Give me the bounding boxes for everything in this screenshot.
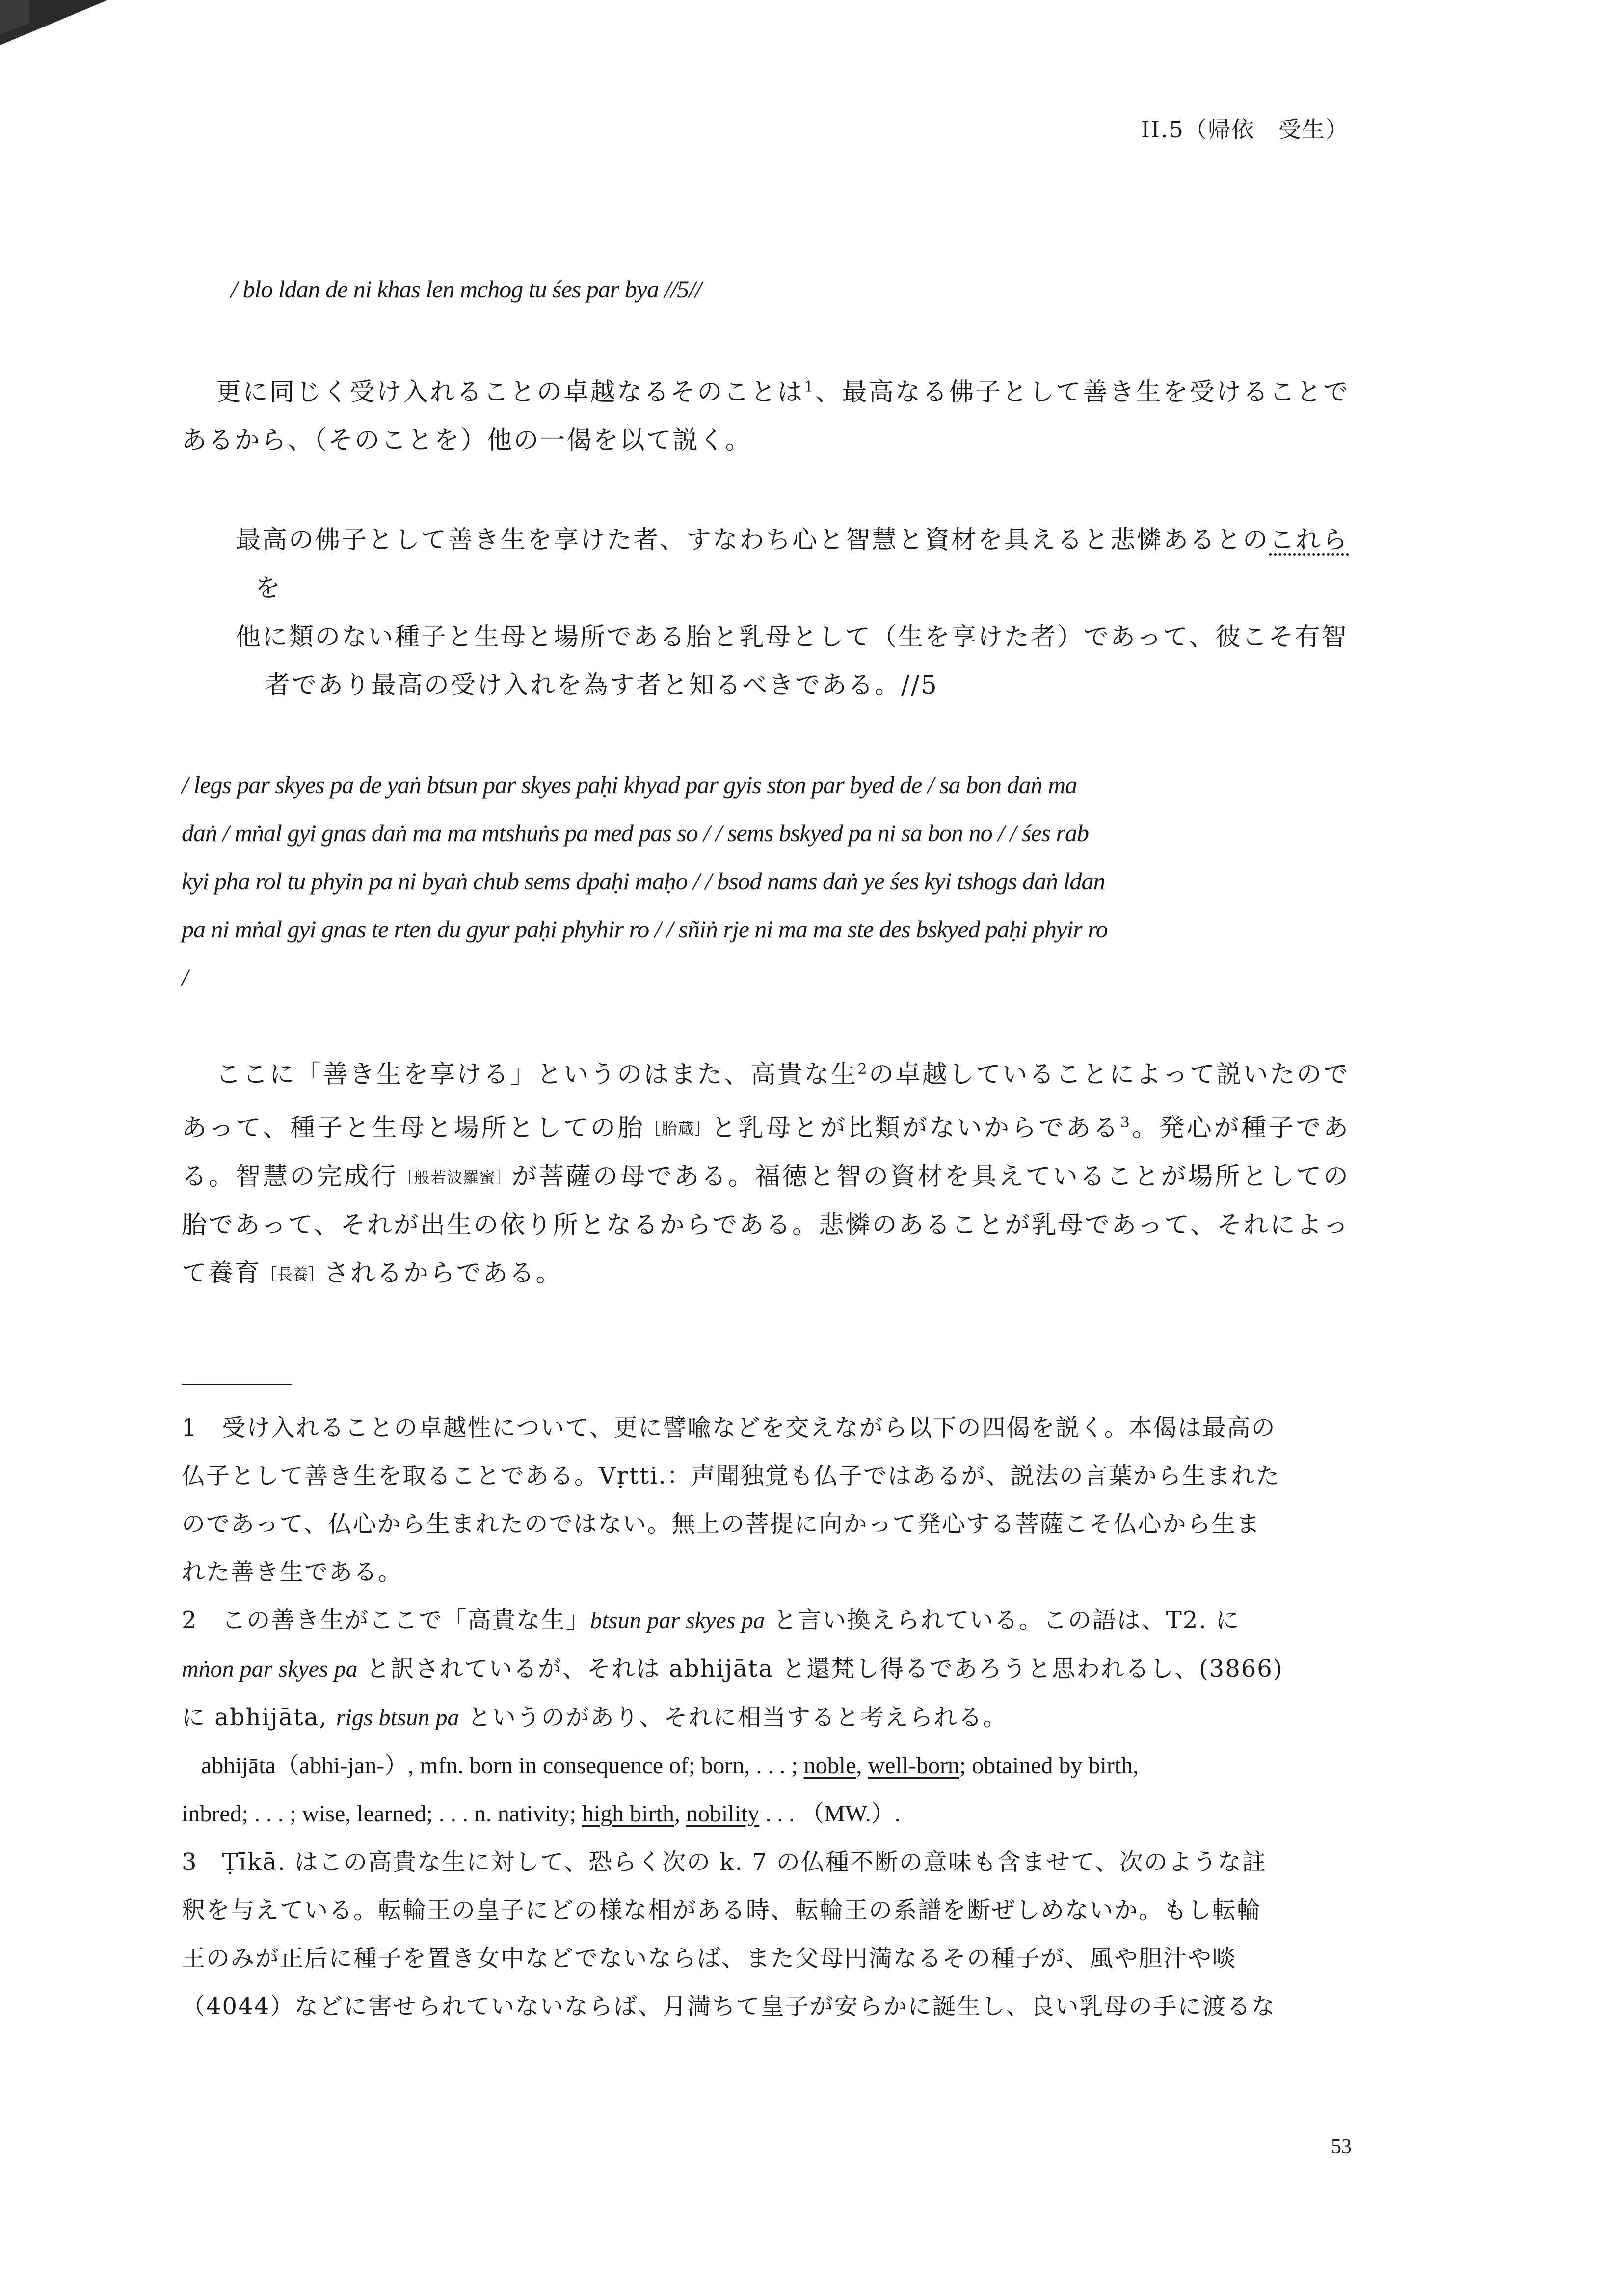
footnote-3-line2: 釈を与えている。転輪王の皇子にどの様な相がある時、転輪王の系譜を断ぜしめないか。もし転輪: [182, 1896, 1262, 1924]
verse-line1-continuation: を: [255, 574, 282, 603]
commentary-l3b: が菩薩の母である。福徳と智の資材を具えていることが場所としての胎で: [182, 1162, 1350, 1240]
commentary-l4: あって、それが出生の依り所となるからである。悲憐のあることが乳母であって、それによって養: [182, 1211, 1350, 1288]
footnote-3-line1: 3 Ṭīkā. はこの高貴な生に対して、恐らく次の k. 7 の仏種不断の意味も含ませて、次のような註: [182, 1848, 1267, 1876]
intro-line2: るから、（そのことを）他の一偈を以て説く。: [208, 426, 752, 455]
mw2-b: . . . （MW.）.: [759, 1801, 901, 1827]
commentary-l3a: 智慧の完成行: [236, 1162, 398, 1191]
footnotes: [182, 1404, 1350, 2030]
footnote-separator: [182, 1384, 292, 1385]
mw2-mid: ,: [674, 1801, 686, 1827]
commentary-l2a: って、種子と生母と場所としての胎: [209, 1114, 645, 1143]
footnote-2-line1: [182, 1596, 1350, 1645]
commentary-paragraph: [182, 1045, 1350, 1298]
commentary-l5a: 育: [235, 1259, 262, 1288]
fn2-tib-term2: mṅon par skyes pa: [182, 1656, 358, 1682]
intro-line1: 更に同じく受け入れることの卓越なるそのことは: [216, 378, 804, 407]
intro-line1b: 、最高なる佛子として善き生を受けることであ: [182, 378, 1350, 455]
verse-line2: 他に類のない種子と生母と場所である胎と乳母として（生を享けた者）であって、彼こそ有智: [236, 623, 1348, 652]
running-header: II.5（帰依 受生）: [1141, 116, 1349, 143]
tibetan-line3: kyi pha rol tu phyin pa ni byaṅ chub sems dpaḥi maḥo / / bsod nams daṅ ye śes kyi tshogs daṅ ldan: [182, 867, 1105, 895]
mw1-a: abhijāta（abhi-jan-）, mfn. born in consequence of; born, . . . ;: [201, 1753, 804, 1779]
gloss-choyo: ［長養］: [261, 1265, 324, 1283]
footnote-ref-2[interactable]: 2: [857, 1061, 869, 1078]
footnote-1-line3: のであって、仏心から生まれたのではない。無上の菩提に向かって発心する菩薩こそ仏心から生ま: [182, 1510, 1261, 1538]
tibetan-line2: daṅ / mṅal gyi gnas daṅ ma ma mtshuṅs pa med pas so / / sems bskyed pa ni sa bon no / / śes rab: [182, 819, 1089, 847]
mw1-noble: noble: [803, 1753, 856, 1779]
tibetan-commentary: [182, 761, 1350, 1001]
footnote-3-line3: 王のみが正后に種子を置き女中などでないならば、また父母円満なるその種子が、風や胆汁や啖: [182, 1945, 1237, 1972]
commentary-l1a: ここに「善き生を享ける」というのはまた、高貴な生: [216, 1060, 858, 1089]
fn2-l1a: 2 この善き生がここで「高貴な生」: [182, 1606, 590, 1634]
footnote-ref-3[interactable]: 3: [1120, 1114, 1131, 1131]
footnote-1-line4: れた善き生である。: [182, 1558, 403, 1586]
fn2-l2b: と訳されているが、それは abhijāta と還梵し得るであろうと思われるし、(3866): [366, 1655, 1283, 1682]
tibetan-line1: / legs par skyes pa de yaṅ btsun par skyes paḥi khyad par gyis ston par byed de / sa bon daṅ ma: [182, 771, 1077, 799]
fn2-l3b: というのがあり、それに相当すると考えられる。: [467, 1704, 1008, 1731]
commentary-l5b: されるからである。: [324, 1259, 562, 1288]
footnote-3-line4: （4044）などに害せられていないならば、月満ちて皇子が安らかに誕生し、良い乳母の手に渡るな: [182, 1993, 1276, 2020]
tibetan-verse-heading: / blo ldan de ni khas len mchog tu śes par bya //5//: [231, 275, 702, 303]
footnote-2-line3: [182, 1693, 1350, 1742]
footnote-2-line2: [182, 1645, 1350, 1693]
mw2-nobility: nobility: [686, 1801, 760, 1827]
verse-translation-2: [236, 614, 1364, 710]
footnote-1-line2: 仏子として善き生を取ることである。Vṛtti.：声聞独覚も仏子ではあるが、説法の言葉から生まれた: [182, 1462, 1280, 1490]
verse-line1-text: 最高の佛子として善き生を享けた者、すなわち心と智慧と資材を具えると悲憐あるとの: [236, 526, 1270, 555]
verse-line1: [236, 516, 1364, 564]
commentary-l2b: と乳母とが比類がないからである: [711, 1114, 1120, 1143]
commentary-l1b: の卓越していることによって説いたのであ: [182, 1060, 1350, 1143]
fn2-l3a: に abhijāta,: [182, 1704, 336, 1731]
tibetan-line5: /: [182, 963, 188, 991]
intro-paragraph: [182, 363, 1350, 465]
fn2-l1b: と言い換えられている。この語は、T2. に: [773, 1606, 1240, 1634]
footnote-1-line1: 1 受け入れることの卓越性について、更に譬喩などを交えながら以下の四偈を説く。本偈は最高の: [182, 1414, 1276, 1442]
mw2-highbirth: high birth: [582, 1801, 674, 1827]
fn2-tib-term1: btsun par skyes pa: [590, 1607, 765, 1633]
verse-dotted-term: これら: [1269, 526, 1349, 555]
gloss-prajnaparamita: ［般若波羅蜜］: [398, 1168, 512, 1187]
mw-citation-line1: [182, 1742, 1350, 1790]
mw1-mid: ,: [856, 1753, 868, 1779]
mw1-b: ; obtained by birth,: [959, 1753, 1139, 1779]
commentary-l2c: 。発心が種子である。: [182, 1114, 1350, 1191]
mw1-wellborn: well-born: [868, 1753, 959, 1779]
fn2-tib-term3: rigs btsun pa: [336, 1705, 459, 1731]
page-number: 53: [1331, 2136, 1352, 2158]
mw2-a: inbred; . . . ; wise, learned; . . . n. nativity;: [182, 1801, 582, 1827]
footnote-ref-1[interactable]: 1: [804, 378, 815, 396]
gloss-taizo: ［胎蔵］: [645, 1120, 711, 1138]
scan-corner-shadow: [0, 0, 29, 74]
mw-citation-line2: [182, 1790, 1350, 1838]
verse-translation: [236, 516, 1364, 613]
tibetan-line4: pa ni mṅal gyi gnas te rten du gyur paḥi phyhir ro / / sñiṅ rje ni ma ma ste des bskyed paḥi phyir ro: [182, 915, 1108, 943]
verse-line3: 者であり最高の受け入れを為す者と知るべきである。//5: [265, 671, 938, 700]
